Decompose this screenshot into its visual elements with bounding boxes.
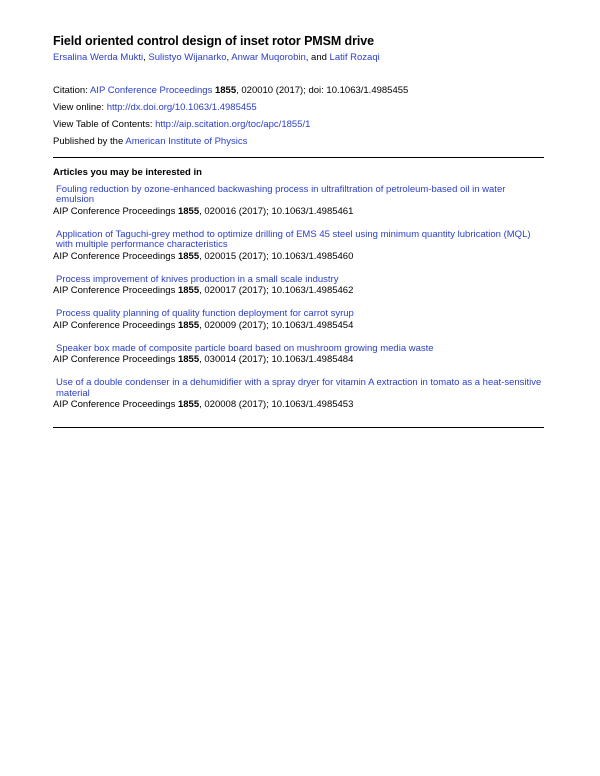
- citation-volume: 1855: [177, 399, 200, 410]
- related-article-citation: [53, 206, 544, 218]
- citation-line: [53, 84, 544, 98]
- section-heading: Articles you may be interested in: [53, 166, 202, 178]
- view-online-label: View online:: [53, 102, 107, 113]
- view-online-line: [53, 101, 544, 115]
- view-toc-link[interactable]: http://aip.scitation.org/toc/apc/1855/1: [155, 119, 311, 130]
- author-separator: ,: [226, 52, 232, 63]
- view-toc-line: [53, 118, 544, 132]
- author-link[interactable]: Latif Rozaqi: [329, 52, 380, 63]
- related-article-link[interactable]: Process quality planning of quality function deployment for carrot syrup: [56, 308, 354, 319]
- related-article-citation: [53, 320, 544, 332]
- author-link[interactable]: Sulistyo Wijanarko: [148, 52, 227, 63]
- view-online-link[interactable]: http://dx.doi.org/10.1063/1.4985455: [106, 102, 257, 113]
- publisher-link[interactable]: American Institute of Physics: [125, 136, 248, 147]
- citation-journal: AIP Conference Proceedings: [53, 205, 178, 217]
- citation-journal: AIP Conference Proceedings: [53, 399, 178, 410]
- list-item: [53, 344, 544, 367]
- author-link[interactable]: Anwar Muqorobin: [231, 52, 306, 63]
- related-article-citation: [53, 251, 544, 263]
- citation-volume: 1855: [214, 85, 237, 96]
- citation-journal: AIP Conference Proceedings: [53, 285, 178, 296]
- citation-journal: AIP Conference Proceedings: [53, 354, 178, 365]
- citation-rest: , 020010 (2017); doi: 10.1063/1.4985455: [236, 85, 409, 96]
- citation-journal-link[interactable]: AIP Conference Proceedings: [89, 85, 213, 96]
- citation-rest: , 020015 (2017); 10.1063/1.4985460: [199, 250, 354, 262]
- related-article-link[interactable]: Fouling reduction by ozone-enhanced backwashing process in ultrafiltration of petroleum-based oil in water emulsion: [56, 183, 506, 205]
- related-article-citation: [53, 399, 544, 411]
- metadata-block: [53, 84, 544, 149]
- citation-rest: , 020017 (2017); 10.1063/1.4985462: [199, 285, 354, 296]
- citation-volume: 1855: [177, 250, 200, 262]
- list-item: [53, 275, 544, 298]
- citation-volume: 1855: [177, 205, 200, 217]
- author-separator: , and: [305, 52, 330, 63]
- related-article-citation: [53, 354, 544, 366]
- related-article-link[interactable]: Process improvement of knives production in a small scale industry: [56, 273, 339, 285]
- published-by-line: [53, 135, 544, 149]
- list-item: [53, 230, 544, 263]
- divider-bottom: [53, 427, 544, 428]
- related-article-link[interactable]: Speaker box made of composite particle board based on mushroom growing media waste: [56, 342, 434, 354]
- article-title: Field oriented control design of inset rotor PMSM drive: [53, 34, 374, 48]
- citation-rest: , 030014 (2017); 10.1063/1.4985484: [199, 354, 354, 365]
- view-toc-label: View Table of Contents:: [53, 119, 156, 130]
- author-separator: ,: [143, 52, 149, 63]
- citation-volume: 1855: [177, 354, 200, 365]
- cover-page: [53, 34, 544, 428]
- author-list: [53, 52, 544, 63]
- citation-rest: , 020016 (2017); 10.1063/1.4985461: [199, 205, 354, 217]
- divider-top: [53, 157, 544, 158]
- citation-volume: 1855: [177, 285, 200, 296]
- list-item: [53, 378, 544, 411]
- citation-journal: AIP Conference Proceedings: [53, 319, 178, 331]
- citation-rest: , 020008 (2017); 10.1063/1.4985453: [199, 399, 354, 410]
- related-articles: [53, 185, 544, 412]
- published-by-label: Published by the: [53, 136, 126, 147]
- list-item: [53, 309, 544, 332]
- citation-volume: 1855: [177, 319, 200, 331]
- author-link[interactable]: Ersalina Werda Mukti: [53, 52, 144, 63]
- citation-journal: AIP Conference Proceedings: [53, 250, 178, 262]
- citation-rest: , 020009 (2017); 10.1063/1.4985454: [199, 319, 354, 331]
- related-article-citation: [53, 285, 544, 297]
- citation-label: Citation:: [53, 85, 90, 96]
- related-article-link[interactable]: Use of a double condenser in a dehumidifier with a spray dryer for vitamin A extraction in tomato as a heat-sensitive material: [56, 377, 542, 399]
- related-article-link[interactable]: Application of Taguchi-grey method to optimize drilling of EMS 45 steel using minimum quantity lubrication (MQL) with multiple performance characteristics: [56, 228, 531, 250]
- list-item: [53, 185, 544, 218]
